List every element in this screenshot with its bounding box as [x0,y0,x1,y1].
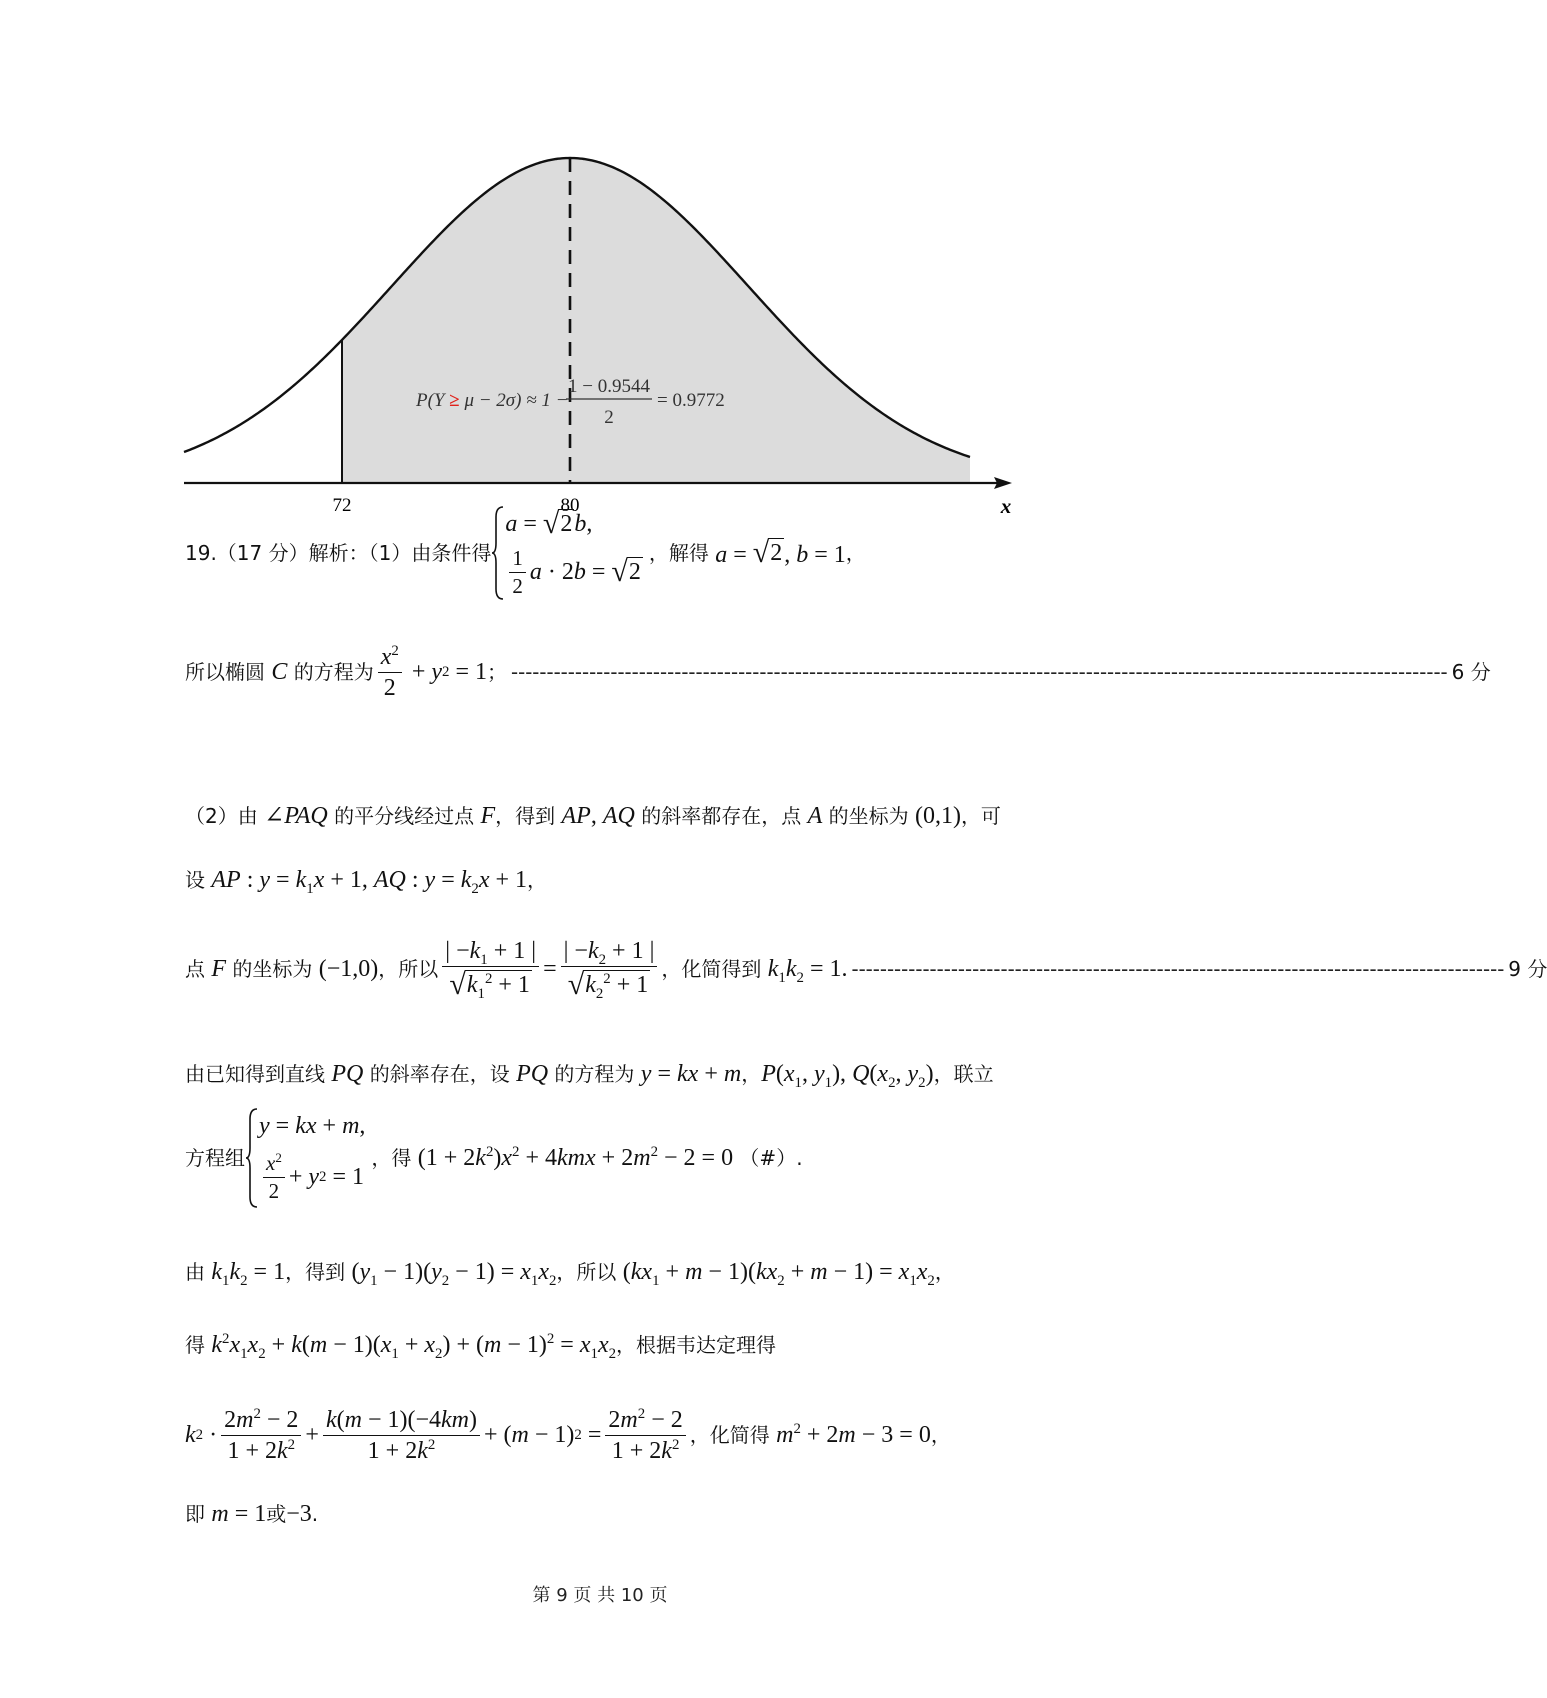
annotation-suffix: = 0.9772 [657,390,725,411]
solution-line-3: （2）由 ∠PAQ 的平分线经过点 F ，得到 AP, AQ 的斜率都存在，点 A 的坐标为 (0,1) ，可 [185,803,1001,829]
solution-line-7: 方程组 y = kx + m , $\frac{x^2}{2}$ + y 2 = 1 ，得 $(1 + 2k^2)x^2 + 4kmx + 2m^2 - 2 = 0$ （#）. [185,1107,1050,1209]
vieta-substitution-equation: k 2 · $\frac{2m^2 - 2}{1 + 2k^2}$ + $\frac{k(m - 1)(-4km)}{1 + 2k^2}$ + ( m − 1) 2 = $\frac{2m^2 - 2}{1 + 2k^2}$ [185,1408,690,1463]
page-footer: 第 9 页 共 10 页 [532,1585,668,1606]
solution-line-8: 由 $k_1k_2 = 1$ ，得到 $(y_1 - 1)(y_2 - 1) = x_1x_2$ ，所以 $(kx_1 + m - 1)(kx_2 + m - 1) = x_1x_2$ ， [185,1259,955,1289]
problem-19-heading: 19.（17 分）解析：（1）由条件得 [185,541,492,565]
score-6: 6 分 [1451,660,1491,684]
system-1-eq-2: $\frac{1}{2}$ a · 2 b = √ 2 [505,548,643,597]
shaded-probability-region [342,158,970,483]
left-brace-icon [245,1107,259,1209]
system-2-eq-2: $\frac{x^2}{2}$ + y 2 = 1 [259,1153,365,1202]
annotation-frac-denominator: 2 [604,407,614,428]
normal-distribution-figure [180,150,1020,520]
solution-line-2: 所以椭圆 C 的方程为 $\frac{x^2}{2}$ + y 2 = 1 ； ------------------------------------------------------------------------------------------------------------------------------------ 6 分 [185,642,1491,701]
tick-label-72: 72 [332,495,352,516]
tick-label-80: 80 [560,495,580,516]
quadratic-equation: $(1 + 2k^2)x^2 + 4kmx + 2m^2 - 2 = 0$ [417,1144,734,1171]
bisector-distance-equation: | $-k_1 + 1$ | √ $k_1^2 + 1$ = | $-k_2 + 1$ | √ $k_2^2 + 1$ [438,939,661,1000]
geq-symbol: ≥ [449,390,460,411]
svg-text:P(Y ≥ μ − 2σ) ≈ 1 − [415,390,569,411]
solution-line-11: 即 m = 1 或 −3 . [185,1501,319,1527]
ellipse-equation: $\frac{x^2}{2}$ + y 2 = 1 [374,645,487,700]
score-leader: -------------------------------------------------------------------------------------------- [851,956,1505,981]
score-leader: ------------------------------------------------------------------------------------------------------------------------------------ [511,659,1448,684]
solution-line-6: 由已知得到直线 PQ 的斜率存在，设 PQ 的方程为 y = kx + m ， $P(x_1$, $y_1$), $Q(x_2$, $y_2$) ，联立 [185,1061,994,1091]
solution-line-9: 得 $k^2x_1x_2 + k(m - 1)(x_1 + x_2) + (m - 1)^2 = x_1x_2$ ，根据韦达定理得 [185,1331,777,1362]
solution-line-10: k 2 · $\frac{2m^2 - 2}{1 + 2k^2}$ + $\frac{k(m - 1)(-4km)}{1 + 2k^2}$ + ( m − 1) 2 = $\frac{2m^2 - 2}{1 + 2k^2}$ ，化简得 $m^2 + 2m - 3 = 0$ ， [185,1405,951,1464]
solution-1-values: a = √ 2 , b = 1 [715,536,846,569]
left-brace-icon [491,505,505,601]
equation-system-1 [491,505,643,601]
solution-line-5: 点 F 的坐标为 (−1,0) ，所以 | $-k_1 + 1$ | √ $k_1^2 + 1$ = | $-k_2 + 1$ | √ $k_2^2 + 1$ ，化简得到 $k_1k_2 = 1$. -------------------------------------------------------------------------------------------- 9 分 [185,937,1547,1002]
solution-line-1: 19.（17 分）解析：（1）由条件得 a = √ 2 b , $\frac{1}{2}$ a · 2 b = √ 2 ，解得 a = √ 2 , b = 1 ， [185,505,1050,601]
annotation-frac-numerator: 1 − 0.9544 [568,376,650,397]
solution-line-4: 设 AP : $y = k_1x + 1$, AQ : $y = k_2x + 1$ ， [185,867,548,897]
equation-system-2 [245,1107,365,1209]
system-2-eq-1: y = kx + m , [259,1113,366,1140]
annotation-prefix: P(Y [416,390,450,411]
score-9: 9 分 [1508,957,1547,981]
solution-1-result: ，解得 [648,541,716,565]
axis-label-x: x [1000,494,1012,518]
system-1-eq-1: a = √ 2 b , [505,507,593,541]
annotation-mid: μ − 2σ) ≈ 1 − [459,390,569,411]
